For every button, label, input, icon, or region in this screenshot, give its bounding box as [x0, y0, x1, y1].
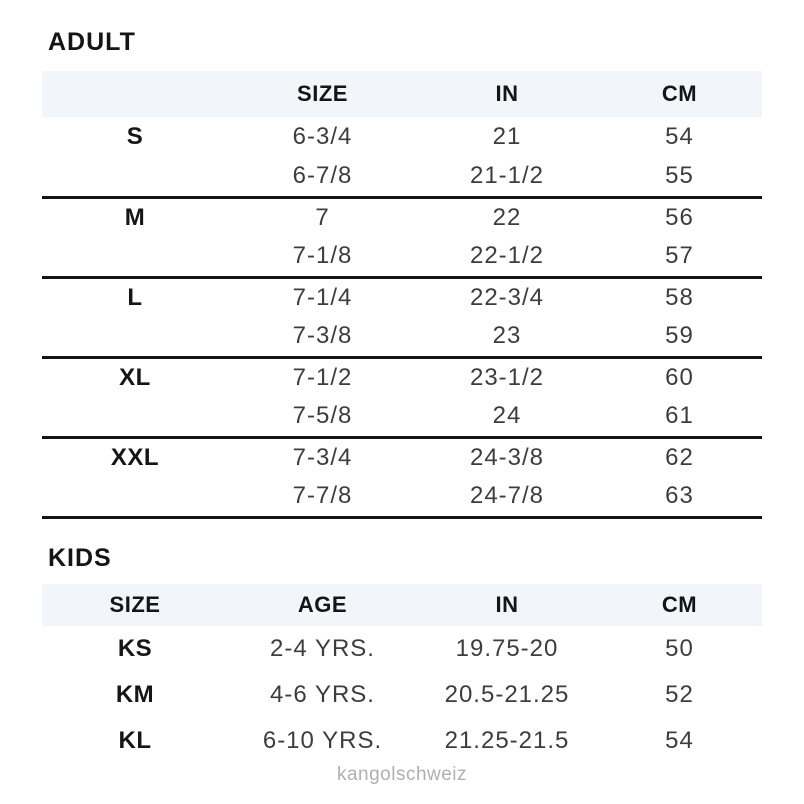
adult-group-l: [42, 277, 762, 357]
adult-header-cm: CM: [661, 81, 698, 106]
table-row: [42, 397, 762, 437]
adult-table-header: [42, 71, 762, 117]
cm-value: 56: [665, 203, 694, 231]
cm-value: 55: [665, 162, 694, 190]
adult-group-s: [42, 117, 762, 197]
size-label-empty: [42, 477, 228, 517]
cm-value: 62: [665, 443, 694, 471]
table-row: [42, 437, 762, 477]
table-row: [42, 626, 762, 672]
inches-value: 22-3/4: [469, 283, 545, 311]
size-label-empty: [42, 317, 228, 357]
adult-header-size: SIZE: [297, 81, 348, 106]
hat-size-value: 7-5/8: [292, 402, 353, 430]
adult-header-in: IN: [495, 81, 519, 106]
kids-header-in: IN: [495, 591, 519, 617]
hat-size-value: 7-3/4: [292, 443, 353, 471]
inches-value: 20.5-21.25: [444, 680, 570, 708]
hat-size-value: 7-7/8: [292, 482, 353, 510]
adult-group-m: [42, 197, 762, 277]
size-label-empty: [42, 397, 228, 437]
table-row: [42, 237, 762, 277]
table-row: [42, 317, 762, 357]
hat-size-value: 7-1/8: [292, 242, 353, 270]
size-label: M: [124, 203, 146, 231]
size-label: S: [126, 123, 144, 150]
age-value: 6-10 YRS.: [262, 726, 383, 754]
inches-value: 24-3/8: [469, 443, 545, 471]
cm-value: 54: [665, 726, 694, 754]
inches-value: 23-1/2: [469, 363, 545, 391]
adult-size-table: [42, 71, 762, 519]
size-label-empty: [42, 237, 228, 277]
age-value: 4-6 YRS.: [270, 680, 375, 708]
hat-size-value: 6-3/4: [292, 123, 353, 150]
cm-value: 61: [665, 402, 694, 430]
inches-value: 19.75-20: [455, 634, 559, 662]
table-row: [42, 157, 762, 197]
cm-value: 52: [665, 680, 694, 708]
cm-value: 60: [665, 363, 694, 391]
size-label-empty: [42, 157, 228, 197]
cm-value: 54: [665, 123, 694, 150]
table-row: [42, 477, 762, 517]
adult-group-xxl: [42, 437, 762, 517]
inches-value: 22-1/2: [469, 242, 545, 270]
cm-value: 50: [665, 634, 694, 662]
adult-group-xl: [42, 357, 762, 437]
hat-size-value: 7: [315, 203, 330, 231]
hat-size-value: 6-7/8: [292, 162, 353, 190]
kids-table-header: [42, 584, 762, 626]
hat-size-value: 7-1/4: [292, 283, 353, 311]
inches-value: 22: [492, 203, 522, 231]
inches-value: 21: [492, 123, 522, 150]
size-label: KL: [118, 726, 152, 754]
table-row: [42, 672, 762, 718]
table-row: [42, 117, 762, 157]
cm-value: 57: [665, 242, 694, 270]
kids-size-table: [42, 584, 762, 764]
size-label: KM: [115, 680, 155, 708]
cm-value: 59: [665, 322, 694, 350]
size-label: XXL: [110, 443, 160, 471]
size-label: XL: [119, 363, 151, 391]
adult-section-title: ADULT: [48, 28, 136, 56]
hat-size-value: 7-3/8: [292, 322, 353, 350]
adult-header-blank: [42, 71, 228, 117]
table-row: [42, 357, 762, 397]
inches-value: 24: [492, 402, 522, 430]
kids-header-age: AGE: [297, 591, 348, 617]
table-row: [42, 197, 762, 237]
kids-table-body: [42, 626, 762, 764]
watermark-text: kangolschweiz: [336, 763, 468, 785]
age-value: 2-4 YRS.: [270, 634, 375, 662]
inches-value: 21-1/2: [469, 162, 545, 190]
inches-value: 21.25-21.5: [444, 726, 570, 754]
kids-header-size: SIZE: [109, 591, 161, 617]
hat-size-value: 7-1/2: [292, 363, 353, 391]
kids-header-row: [42, 584, 762, 626]
table-row: [42, 277, 762, 317]
kids-section-title: KIDS: [48, 543, 112, 572]
cm-value: 58: [665, 283, 694, 311]
adult-header-row: [42, 71, 762, 117]
size-label: L: [127, 283, 143, 311]
inches-value: 24-7/8: [469, 482, 545, 510]
table-row: [42, 718, 762, 764]
cm-value: 63: [665, 482, 694, 510]
size-label: KS: [117, 634, 153, 662]
kids-header-cm: CM: [661, 591, 698, 617]
inches-value: 23: [492, 322, 522, 350]
